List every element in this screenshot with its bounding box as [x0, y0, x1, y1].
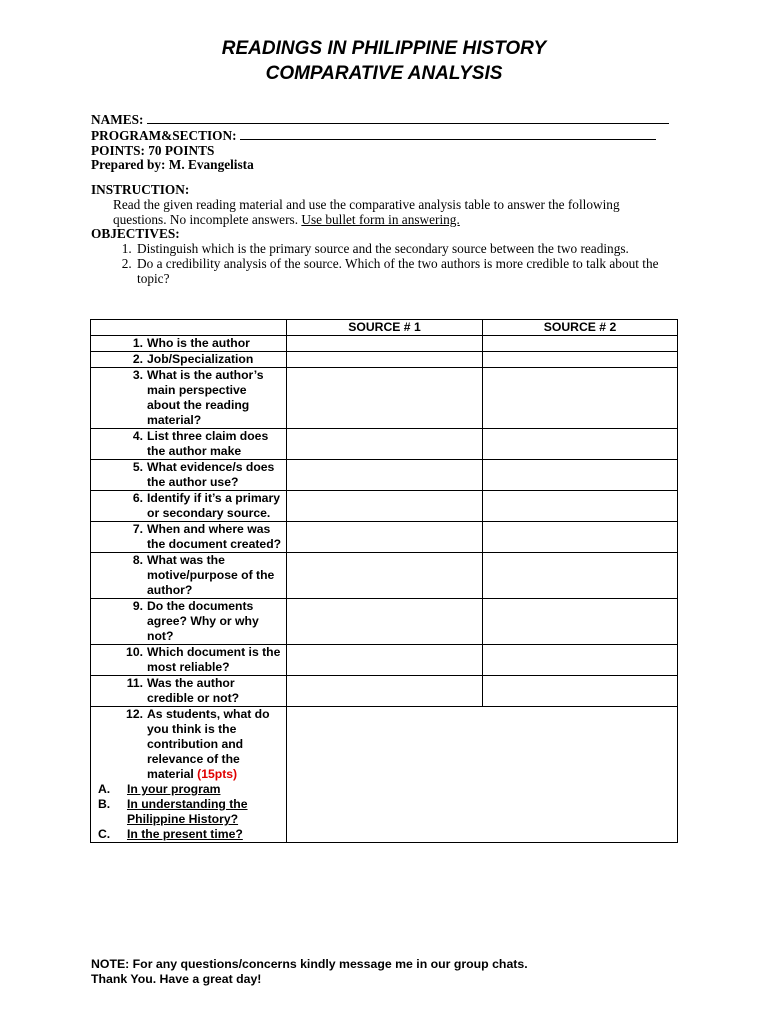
question-number: 5.: [132, 460, 143, 474]
header-source-2: SOURCE # 2: [483, 320, 678, 336]
question-number: 2.: [132, 352, 143, 366]
table-row: [91, 676, 678, 707]
question-cell: [91, 336, 287, 352]
question-number: 11.: [126, 676, 143, 690]
question-text: Was the author credible or not?: [147, 676, 240, 705]
question-text: Job/Specialization: [147, 352, 254, 366]
question-text: What evidence/s does the author use?: [147, 460, 275, 489]
question-text-wrapper: [147, 707, 282, 782]
sub-item-text: In understanding the Philippine History?: [127, 797, 248, 826]
source-2-answer-cell[interactable]: [483, 599, 678, 645]
question-number: 9.: [132, 599, 143, 613]
source-1-answer-cell[interactable]: [287, 522, 483, 553]
question-number: 3.: [132, 368, 143, 382]
source-1-answer-cell[interactable]: [287, 336, 483, 352]
source-2-answer-cell[interactable]: [483, 460, 678, 491]
table-row: [91, 429, 678, 460]
question-cell: [91, 460, 287, 491]
table-row: [91, 460, 678, 491]
table-row: [91, 522, 678, 553]
names-field: [91, 112, 675, 128]
source-2-answer-cell[interactable]: [483, 522, 678, 553]
source-1-answer-cell[interactable]: [287, 460, 483, 491]
source-2-answer-cell[interactable]: [483, 368, 678, 429]
instruction-underlined-text: Use bullet form in answering.: [301, 211, 460, 227]
table-row: [91, 707, 678, 843]
question-cell: [91, 352, 287, 368]
source-1-answer-cell[interactable]: [287, 599, 483, 645]
question-number: 7.: [132, 522, 143, 536]
table-header-row: [91, 320, 678, 336]
sub-item-text: In your program: [127, 782, 221, 796]
question-number: 12.: [126, 707, 143, 721]
question-text: Which document is the most reliable?: [147, 645, 281, 674]
table-row: [91, 336, 678, 352]
source-1-answer-cell[interactable]: [287, 429, 483, 460]
sub-item-text: In the present time?: [127, 827, 243, 841]
objective-item: 2. Do a credibility analysis of the source. Which of the two authors is more credible to talk about the topic?: [135, 257, 675, 287]
points-text: POINTS: 70 POINTS: [91, 142, 215, 158]
question-cell: [91, 645, 287, 676]
program-section-blank-line: [240, 128, 656, 140]
sub-item-label: A.: [98, 782, 111, 796]
instruction-text: Read the given reading material and use the comparative analysis table to answer the following questions. No incomplete answers.: [113, 196, 620, 227]
sub-item: [91, 827, 286, 842]
note-line-1: NOTE: For any questions/concerns kindly message me in our group chats.: [91, 957, 528, 971]
merged-answer-cell[interactable]: [287, 707, 678, 843]
question-number: 10.: [126, 645, 143, 659]
objective-item: 1. Distinguish which is the primary source and the secondary source between the two readings.: [135, 242, 675, 257]
question-cell: [91, 707, 287, 843]
instruction-heading: INSTRUCTION:: [91, 182, 190, 197]
source-2-answer-cell[interactable]: [483, 553, 678, 599]
objectives-list: [91, 242, 675, 286]
source-2-answer-cell[interactable]: [483, 336, 678, 352]
header-source-1: SOURCE # 1: [287, 320, 483, 336]
source-1-answer-cell[interactable]: [287, 553, 483, 599]
question-number: 1.: [132, 336, 143, 350]
document-title-line2: COMPARATIVE ANALYSIS: [265, 63, 503, 84]
question-number: 8.: [132, 553, 143, 567]
question-cell: [91, 522, 287, 553]
objectives-heading: OBJECTIVES:: [91, 226, 180, 242]
names-blank-line: [147, 112, 669, 124]
source-2-answer-cell[interactable]: [483, 491, 678, 522]
source-1-answer-cell[interactable]: [287, 645, 483, 676]
table-row: [91, 352, 678, 368]
note-line-2: Thank You. Have a great day!: [91, 972, 262, 986]
sub-item: [91, 797, 286, 827]
question-text: As students, what do you think is the contribution and relevance of the material: [147, 707, 270, 781]
question-text: Do the documents agree? Why or why not?: [147, 599, 259, 643]
program-section-field: [91, 128, 675, 144]
header-blank-cell: [91, 320, 287, 336]
table-row: [91, 645, 678, 676]
footer-note: [91, 957, 528, 987]
prepared-by-text: Prepared by: M. Evangelista: [91, 157, 254, 173]
question-cell: [91, 676, 287, 707]
question-number: 6.: [132, 491, 143, 505]
question-cell: [91, 368, 287, 429]
sub-item-label: B.: [98, 797, 111, 811]
source-2-answer-cell[interactable]: [483, 429, 678, 460]
table-row: [91, 368, 678, 429]
instruction-body: [91, 198, 675, 228]
source-2-answer-cell[interactable]: [483, 645, 678, 676]
source-1-answer-cell[interactable]: [287, 676, 483, 707]
points-label: (15pts): [197, 767, 238, 781]
question-text: What is the author’s main perspective about the reading material?: [147, 368, 264, 427]
question-text: What was the motive/purpose of the author?: [147, 553, 275, 597]
instructions-block: [91, 183, 675, 287]
names-label: NAMES:: [91, 112, 144, 127]
table-row: [91, 491, 678, 522]
question-text: Who is the author: [147, 336, 250, 350]
source-1-answer-cell[interactable]: [287, 352, 483, 368]
source-1-answer-cell[interactable]: [287, 491, 483, 522]
table-row: [91, 553, 678, 599]
source-2-answer-cell[interactable]: [483, 676, 678, 707]
question-cell: [91, 553, 287, 599]
source-2-answer-cell[interactable]: [483, 352, 678, 368]
sub-item: [91, 782, 286, 797]
question-number: 4.: [132, 429, 143, 443]
table-row: [91, 599, 678, 645]
question-cell: [91, 429, 287, 460]
question-cell: [91, 599, 287, 645]
question-text: When and where was the document created?: [147, 522, 282, 551]
question-cell: [91, 491, 287, 522]
comparative-analysis-table: [90, 319, 678, 843]
question-text: List three claim does the author make: [147, 429, 269, 458]
document-title-line1: READINGS IN PHILIPPINE HISTORY: [221, 38, 547, 59]
student-info-block: [91, 112, 675, 173]
source-1-answer-cell[interactable]: [287, 368, 483, 429]
sub-item-label: C.: [98, 827, 111, 841]
question-text: Identify if it’s a primary or secondary source.: [147, 491, 280, 520]
program-section-label: PROGRAM&SECTION:: [91, 127, 237, 143]
